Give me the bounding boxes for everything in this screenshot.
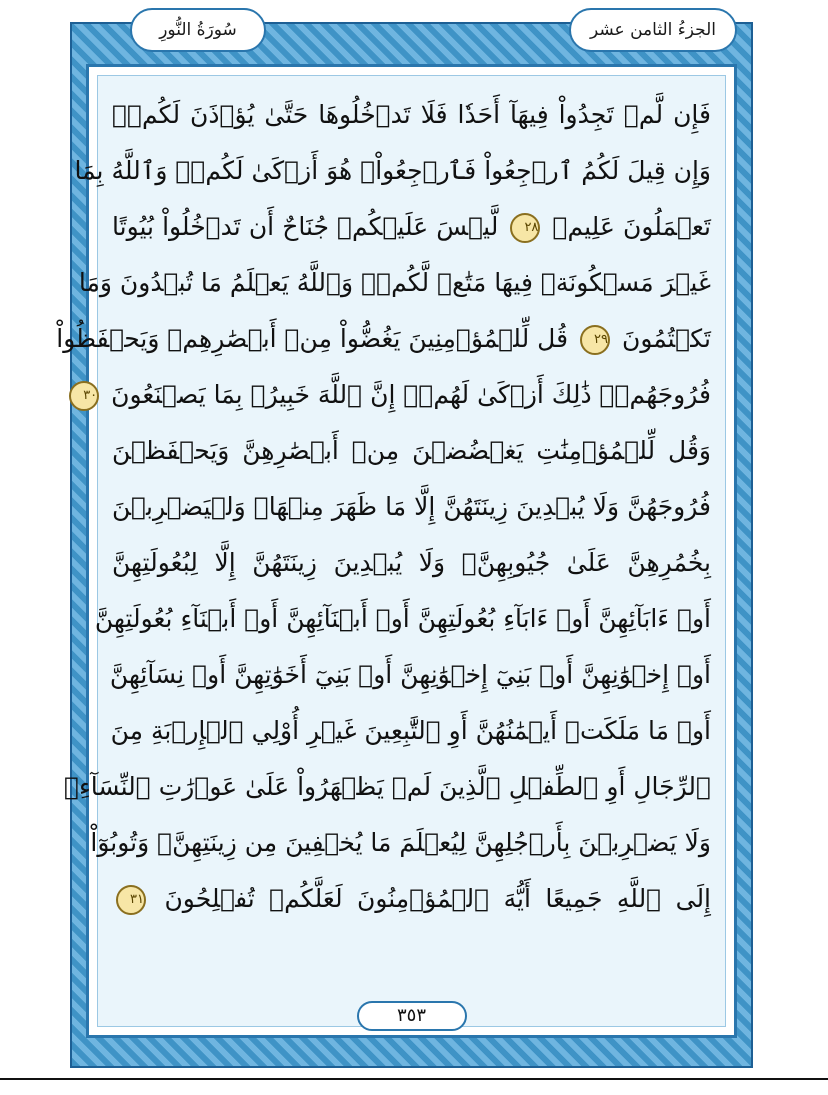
verse-text: أَوۡ ءَابَآئِهِنَّ أَوۡ ءَابَآءِ بُعُولَتِهِنَّ أَوۡ أَبۡنَآئِهِنَّ أَوۡ أَبۡنَآءِ بُعُولَتِهِنَّ [94, 604, 711, 633]
text-line [112, 536, 711, 590]
verse-text: فُرُوجَهُنَّ وَلَا يُبۡدِينَ زِينَتَهُنَّ إِلَّا مَا ظَهَرَ مِنۡهَاۖ وَلۡيَضۡرِبۡنَ [112, 492, 711, 521]
text-line [112, 480, 711, 534]
text-line [56, 312, 711, 366]
text-line [94, 592, 711, 646]
verse-text: أَوۡ إِخۡوَٰنِهِنَّ أَوۡ بَنِيٓ إِخۡوَٰنِهِنَّ أَوۡ بَنِيٓ أَخَوَٰتِهِنَّ أَوۡ نِسَآئِهِنَّ [109, 660, 711, 689]
verse-text: تَعۡمَلُونَ عَلِيمٞ [552, 212, 711, 241]
ayah-number-marker: ٢٨ [510, 213, 540, 243]
verse-text: وَإِن قِيلَ لَكُمُ ٱرۡجِعُواْ فَٱرۡجِعُواْۖ هُوَ أَزۡكَىٰ لَكُمۡۚ وَٱللَّهُ بِمَا [74, 156, 711, 185]
ayah-number-marker: ٢٩ [580, 325, 610, 355]
verse-text: وَلَا يَضۡرِبۡنَ بِأَرۡجُلِهِنَّ لِيُعۡلَمَ مَا يُخۡفِينَ مِن زِينَتِهِنَّۚ وَتُوبُوٓاْ [90, 828, 711, 857]
text-frame [56, 64, 737, 1038]
verse-text: قُل لِّلۡمُؤۡمِنِينَ يَغُضُّواْ مِنۡ أَبۡصَٰرِهِمۡ وَيَحۡفَظُواْ [56, 324, 569, 353]
verse-text: أَوۡ مَا مَلَكَتۡ أَيۡمَٰنُهُنَّ أَوِ ٱلتَّٰبِعِينَ غَيۡرِ أُوْلِي ٱلۡإِرۡبَةِ مِنَ [110, 716, 711, 745]
text-line [63, 760, 711, 814]
text-line [109, 648, 711, 702]
text-line [83, 368, 711, 422]
ayah-number-marker: ٣١ [116, 885, 146, 915]
text-line [112, 200, 711, 254]
text-panel [56, 75, 726, 1027]
text-line [74, 144, 711, 198]
verse-text: إِلَى ٱللَّهِ جَمِيعًا أَيُّهَ ٱلۡمُؤۡمِنُونَ لَعَلَّكُمۡ تُفۡلِحُونَ [164, 884, 712, 913]
text-line [112, 88, 711, 142]
divider [0, 1078, 828, 1080]
verse-text: وَقُل لِّلۡمُؤۡمِنَٰتِ يَغۡضُضۡنَ مِنۡ أَبۡصَٰرِهِنَّ وَيَحۡفَظۡنَ [112, 436, 711, 465]
text-line [112, 424, 711, 478]
verse-text: غَيۡرَ مَسۡكُونَةٖ فِيهَا مَتَٰعٞ لَّكُمۡۚ وَٱللَّهُ يَعۡلَمُ مَا تُبۡدُونَ وَمَا [78, 268, 711, 297]
verse-text: بِخُمُرِهِنَّ عَلَىٰ جُيُوبِهِنَّۖ وَلَا يُبۡدِينَ زِينَتَهُنَّ إِلَّا لِبُعُولَتِهِنَّ [112, 548, 711, 577]
ayah-number-marker: ٣٠ [69, 381, 99, 411]
page-number: ٣٥٣ [357, 1001, 467, 1031]
verse-text: ٱلرِّجَالِ أَوِ ٱلطِّفۡلِ ٱلَّذِينَ لَمۡ يَظۡهَرُواْ عَلَىٰ عَوۡرَٰتِ ٱلنِّسَآءِۖ [63, 772, 711, 801]
verse-text: فُرُوجَهُمۡۚ ذَٰلِكَ أَزۡكَىٰ لَهُمۡۚ إِنَّ ٱللَّهَ خَبِيرُۢ بِمَا يَصۡنَعُونَ [111, 380, 711, 409]
verse-text: لَّيۡسَ عَلَيۡكُمۡ جُنَاحٌ أَن تَدۡخُلُواْ بُيُوتًا [112, 212, 499, 241]
verse-text: تَكۡتُمُونَ [621, 324, 711, 353]
mushaf-page [56, 8, 753, 1068]
text-line [112, 704, 711, 758]
text-line [78, 256, 711, 310]
juz-header: الجزءُ الثامن عشر [569, 8, 737, 52]
text-line [112, 872, 711, 926]
surah-header: سُورَةُ النُّورِ [130, 8, 266, 52]
text-line [90, 816, 711, 870]
verse-text: فَإِن لَّمۡ تَجِدُواْ فِيهَآ أَحَدٗا فَلَا تَدۡخُلُوهَا حَتَّىٰ يُؤۡذَنَ لَكُمۡۖ [112, 100, 711, 129]
